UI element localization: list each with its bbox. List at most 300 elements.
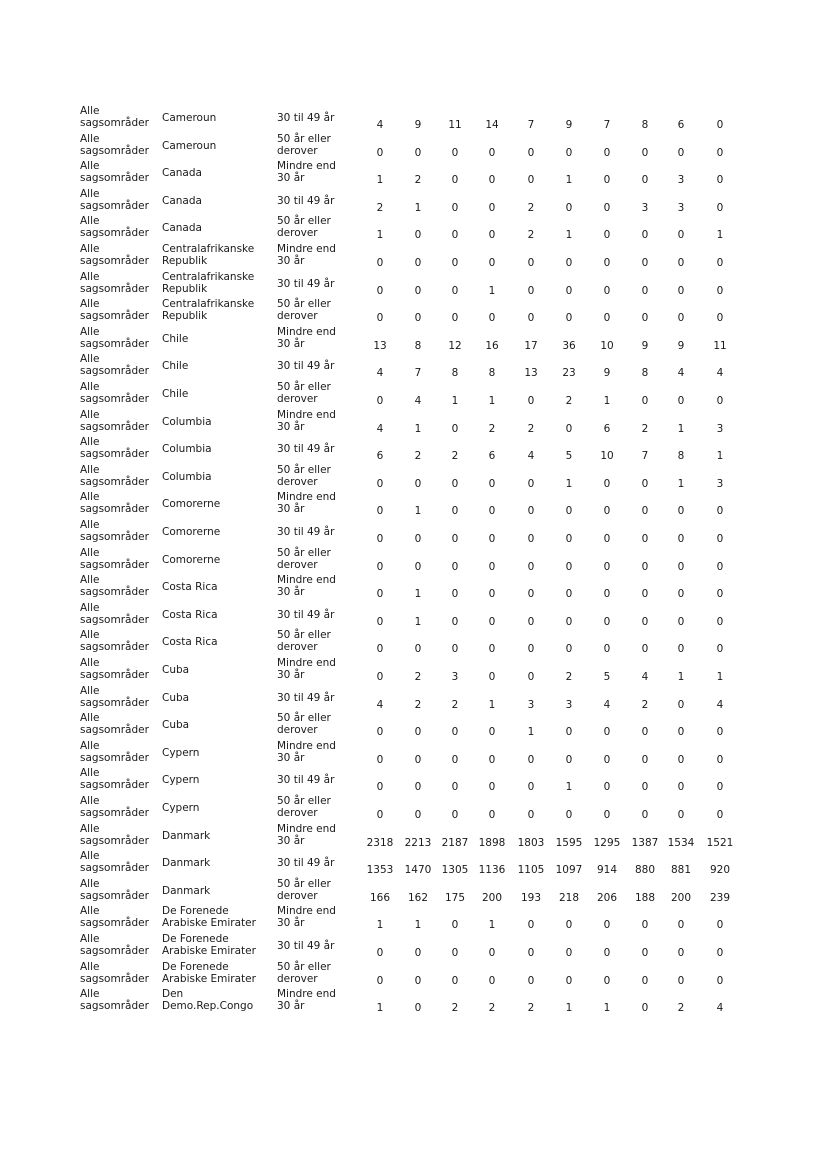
text-line: Cameroun (162, 112, 217, 124)
value-cell: 0 (677, 588, 685, 601)
table-row (0, 353, 828, 381)
text-line: Alle (80, 850, 100, 863)
value-cell: 0 (488, 174, 496, 187)
case-area-cell (80, 905, 149, 929)
value-cell: 1353 (366, 864, 394, 877)
table-row (0, 519, 828, 547)
value-cell: 0 (527, 257, 535, 269)
value-cell: 0 (414, 146, 422, 159)
text-line: 50 år eller (277, 132, 331, 145)
value-cell: 4 (716, 367, 724, 380)
value-cell: 0 (641, 809, 649, 821)
value-cell: 1 (414, 422, 422, 435)
value-cell: 0 (565, 809, 573, 821)
text-line: Comorerne (162, 526, 221, 538)
value-cell: 9 (414, 119, 422, 131)
value-cell: 1595 (555, 836, 583, 849)
text-line: Columbia (162, 415, 212, 428)
table-row (0, 657, 828, 685)
table-row (0, 602, 828, 630)
text-line: Danmark (162, 884, 211, 897)
text-line: Demo.Rep.Congo (162, 1000, 254, 1013)
value-cell: 1 (565, 229, 573, 242)
case-area-cell (80, 133, 149, 157)
country-cell (162, 692, 189, 704)
table-row (0, 850, 828, 878)
value-cell: 0 (603, 533, 611, 545)
text-line: Alle (80, 546, 100, 559)
value-cell: 1097 (555, 864, 583, 877)
value-cell: 0 (641, 919, 649, 932)
value-cell: 0 (603, 588, 611, 601)
value-cell: 1 (376, 919, 384, 932)
value-cell: 1 (376, 174, 384, 187)
case-area-cell (80, 657, 149, 681)
age-group-cell (277, 526, 334, 538)
text-line: 30 til 49 år (277, 194, 335, 207)
value-cell: 0 (451, 588, 459, 601)
value-cell: 0 (488, 146, 496, 159)
value-cell: 0 (488, 257, 496, 269)
table-row (0, 988, 828, 1016)
text-line: Mindre end (277, 160, 336, 173)
value-cell: 5 (565, 450, 573, 463)
text-line: derover (277, 724, 318, 737)
country-cell (162, 774, 199, 786)
value-cell: 1 (677, 671, 685, 683)
value-cell: 0 (527, 588, 535, 601)
value-cell: 0 (716, 533, 724, 545)
text-line: Arabiske Emirater (162, 972, 256, 985)
text-line: sagsområder (80, 144, 149, 157)
text-line: sagsområder (80, 1000, 149, 1013)
value-cell: 0 (641, 781, 649, 794)
value-cell: 1 (527, 726, 535, 739)
text-line: 30 år (277, 172, 305, 185)
value-cell: 200 (481, 891, 503, 904)
value-cell: 0 (641, 533, 649, 545)
value-cell: 1 (414, 615, 422, 628)
value-cell: 0 (451, 809, 459, 821)
text-line: Republik (162, 282, 208, 295)
value-cell: 1 (414, 505, 422, 518)
value-cell: 8 (641, 119, 649, 131)
value-cell: 0 (527, 395, 535, 407)
value-cell: 0 (641, 146, 649, 159)
case-area-cell (80, 685, 149, 709)
table-row (0, 547, 828, 575)
text-line: Mindre end (277, 739, 336, 752)
country-cell (162, 243, 254, 267)
text-line: 30 til 49 år (277, 360, 335, 373)
value-cell: 2213 (404, 836, 432, 849)
value-cell: 2 (451, 698, 459, 711)
value-cell: 4 (677, 367, 685, 380)
text-line: 30 år (277, 751, 305, 764)
text-line: 30 år (277, 503, 305, 516)
value-cell: 1105 (517, 864, 545, 877)
text-line: Chile (162, 360, 189, 373)
text-line: Comorerne (162, 498, 221, 511)
value-cell: 0 (527, 781, 535, 794)
value-cell: 1 (716, 229, 724, 242)
value-cell: 0 (641, 229, 649, 242)
value-cell: 0 (527, 809, 535, 821)
value-cell: 1 (414, 201, 422, 214)
value-cell: 218 (558, 891, 580, 904)
value-cell: 0 (414, 809, 422, 821)
age-group-cell (277, 988, 336, 1012)
case-area-cell (80, 602, 149, 626)
country-cell (162, 988, 253, 1012)
case-area-cell (80, 298, 149, 322)
value-cell: 0 (414, 284, 422, 297)
text-line: sagsområder (80, 889, 149, 902)
value-cell: 7 (527, 119, 535, 131)
value-cell: 0 (603, 726, 611, 739)
text-line: sagsområder (80, 475, 149, 488)
text-line: Alle (80, 684, 100, 697)
value-cell: 11 (713, 339, 727, 352)
text-line: sagsområder (80, 641, 149, 654)
value-cell: 0 (376, 146, 384, 159)
text-line: Alle (80, 463, 100, 476)
text-line: 30 til 49 år (277, 940, 335, 952)
value-cell: 0 (641, 753, 649, 766)
age-group-cell (277, 940, 334, 952)
age-group-cell (277, 243, 336, 267)
value-cell: 0 (376, 947, 384, 959)
value-cell: 8 (677, 450, 685, 463)
age-group-cell (277, 692, 334, 704)
text-line: Columbia (162, 470, 212, 483)
text-line: Alle (80, 905, 100, 918)
table-row (0, 298, 828, 326)
age-group-cell (277, 547, 331, 571)
value-cell: 2318 (366, 836, 394, 849)
value-cell: 0 (414, 974, 422, 987)
value-cell: 0 (716, 119, 724, 131)
value-cell: 16 (485, 339, 499, 352)
value-cell: 0 (641, 947, 649, 959)
value-cell: 0 (716, 726, 724, 739)
country-cell (162, 857, 210, 869)
country-cell (162, 636, 218, 648)
value-cell: 0 (488, 947, 496, 959)
country-cell (162, 498, 220, 510)
text-line: Alle (80, 601, 100, 614)
text-line: derover (277, 972, 318, 985)
age-group-cell (277, 215, 331, 239)
value-cell: 0 (565, 726, 573, 739)
text-line: derover (277, 558, 318, 571)
value-cell: 1470 (404, 864, 432, 877)
value-cell: 0 (527, 533, 535, 545)
value-cell: 188 (634, 891, 656, 904)
value-cell: 1 (565, 1002, 573, 1015)
age-group-cell (277, 409, 336, 433)
value-cell: 0 (527, 560, 535, 573)
value-cell: 0 (641, 284, 649, 297)
text-line: 30 til 49 år (277, 112, 335, 124)
value-cell: 0 (527, 505, 535, 518)
country-cell (162, 388, 188, 400)
value-cell: 0 (677, 533, 685, 545)
value-cell: 0 (414, 560, 422, 573)
value-cell: 0 (376, 726, 384, 739)
value-cell: 10 (600, 450, 614, 463)
age-group-cell (277, 491, 336, 515)
text-line: Mindre end (277, 408, 336, 421)
text-line: sagsområder (80, 310, 149, 323)
value-cell: 0 (603, 284, 611, 297)
value-cell: 0 (641, 174, 649, 187)
value-cell: 0 (677, 505, 685, 518)
value-cell: 0 (527, 974, 535, 987)
value-cell: 0 (527, 312, 535, 325)
text-line: Mindre end (277, 243, 336, 255)
value-cell: 0 (716, 809, 724, 821)
case-area-cell (80, 823, 149, 847)
value-cell: 1 (677, 477, 685, 490)
value-cell: 0 (716, 174, 724, 187)
value-cell: 0 (376, 560, 384, 573)
country-cell (162, 526, 220, 538)
text-line: Alle (80, 408, 100, 421)
text-line: 30 år (277, 337, 305, 350)
value-cell: 0 (677, 781, 685, 794)
age-group-cell (277, 629, 331, 653)
table-row (0, 878, 828, 906)
value-cell: 1 (376, 229, 384, 242)
text-line: Canada (162, 222, 202, 235)
text-line: De Forenede (162, 933, 229, 945)
text-line: derover (277, 889, 318, 902)
text-line: Alle (80, 215, 100, 228)
value-cell: 0 (603, 947, 611, 959)
value-cell: 2 (414, 698, 422, 711)
case-area-cell (80, 160, 149, 184)
text-line: Canada (162, 167, 202, 180)
table-row (0, 326, 828, 354)
value-cell: 3 (641, 201, 649, 214)
case-area-cell (80, 271, 149, 295)
table-row (0, 436, 828, 464)
value-cell: 193 (520, 891, 542, 904)
value-cell: 0 (641, 477, 649, 490)
value-cell: 0 (716, 753, 724, 766)
value-cell: 0 (565, 919, 573, 932)
value-cell: 1 (716, 450, 724, 463)
value-cell: 2 (677, 1002, 685, 1015)
text-line: sagsområder (80, 779, 149, 792)
text-line: 30 til 49 år (277, 691, 335, 704)
text-line: Chile (162, 388, 189, 400)
text-line: De Forenede (162, 960, 229, 973)
value-cell: 0 (565, 974, 573, 987)
text-line: sagsområder (80, 917, 149, 930)
value-cell: 0 (451, 533, 459, 545)
text-line: Cypern (162, 746, 200, 759)
value-cell: 4 (376, 422, 384, 435)
value-cell: 0 (451, 643, 459, 656)
value-cell: 0 (677, 560, 685, 573)
value-cell: 0 (603, 781, 611, 794)
value-cell: 0 (716, 560, 724, 573)
table-row (0, 823, 828, 851)
value-cell: 0 (677, 726, 685, 739)
age-group-cell (277, 278, 334, 290)
value-cell: 0 (565, 560, 573, 573)
value-cell: 2 (527, 1002, 535, 1015)
text-line: Alle (80, 270, 100, 283)
age-group-cell (277, 326, 336, 350)
age-group-cell (277, 878, 331, 902)
value-cell: 4 (376, 119, 384, 131)
value-cell: 0 (641, 560, 649, 573)
value-cell: 0 (488, 229, 496, 242)
value-cell: 0 (677, 753, 685, 766)
text-line: Costa Rica (162, 636, 218, 649)
value-cell: 0 (677, 974, 685, 987)
country-cell (162, 747, 199, 759)
value-cell: 0 (376, 257, 384, 269)
text-line: Comorerne (162, 553, 221, 566)
value-cell: 4 (641, 671, 649, 683)
value-cell: 0 (716, 505, 724, 518)
text-line: 30 år (277, 669, 305, 681)
value-cell: 8 (641, 367, 649, 380)
country-cell (162, 298, 254, 322)
age-group-cell (277, 740, 336, 764)
value-cell: 0 (716, 146, 724, 159)
case-area-cell (80, 629, 149, 653)
value-cell: 9 (641, 339, 649, 352)
value-cell: 11 (448, 119, 462, 131)
value-cell: 0 (565, 753, 573, 766)
value-cell: 0 (527, 284, 535, 297)
value-cell: 0 (527, 146, 535, 159)
country-cell (162, 961, 256, 985)
value-cell: 0 (376, 809, 384, 821)
value-cell: 0 (565, 422, 573, 435)
text-line: sagsområder (80, 945, 149, 957)
value-cell: 2 (488, 1002, 496, 1015)
value-cell: 3 (716, 477, 724, 490)
age-group-cell (277, 857, 334, 869)
text-line: sagsområder (80, 337, 149, 350)
text-line: 30 år (277, 834, 305, 847)
value-cell: 1 (603, 1002, 611, 1015)
age-group-cell (277, 795, 331, 819)
value-cell: 0 (565, 284, 573, 297)
text-line: De Forenede (162, 905, 229, 918)
text-line: derover (277, 807, 318, 819)
value-cell: 0 (603, 477, 611, 490)
age-group-cell (277, 381, 331, 405)
table-row (0, 188, 828, 216)
value-cell: 0 (565, 257, 573, 269)
text-line: sagsområder (80, 696, 149, 709)
value-cell: 1305 (441, 864, 469, 877)
value-cell: 23 (562, 367, 576, 380)
value-cell: 0 (716, 201, 724, 214)
text-line: sagsområder (80, 669, 149, 681)
text-line: Costa Rica (162, 581, 218, 594)
value-cell: 0 (603, 201, 611, 214)
case-area-cell (80, 464, 149, 488)
value-cell: 1898 (478, 836, 506, 849)
case-area-cell (80, 188, 149, 212)
value-cell: 0 (603, 809, 611, 821)
text-line: Mindre end (277, 574, 336, 587)
value-cell: 4 (716, 1002, 724, 1015)
value-cell: 1136 (478, 864, 506, 877)
value-cell: 0 (565, 615, 573, 628)
value-cell: 914 (596, 864, 618, 877)
value-cell: 0 (603, 974, 611, 987)
country-cell (162, 416, 212, 428)
value-cell: 7 (414, 367, 422, 380)
value-cell: 0 (716, 947, 724, 959)
text-line: sagsområder (80, 558, 149, 571)
value-cell: 0 (641, 505, 649, 518)
age-group-cell (277, 195, 334, 207)
table-row (0, 243, 828, 271)
text-line: sagsområder (80, 834, 149, 847)
value-cell: 0 (565, 201, 573, 214)
age-group-cell (277, 160, 336, 184)
text-line: 50 år eller (277, 629, 331, 642)
value-cell: 0 (716, 588, 724, 601)
text-line: Alle (80, 436, 100, 449)
value-cell: 0 (488, 781, 496, 794)
value-cell: 1 (565, 174, 573, 187)
text-line: 30 til 49 år (277, 526, 335, 538)
value-cell: 0 (414, 726, 422, 739)
age-group-cell (277, 774, 334, 786)
text-line: 30 til 49 år (277, 277, 335, 290)
value-cell: 0 (603, 146, 611, 159)
text-line: 30 år (277, 586, 305, 599)
text-line: sagsområder (80, 586, 149, 599)
text-line: Chile (162, 332, 189, 345)
case-area-cell (80, 712, 149, 736)
value-cell: 0 (527, 615, 535, 628)
value-cell: 0 (451, 753, 459, 766)
value-cell: 0 (488, 726, 496, 739)
text-line: Alle (80, 822, 100, 835)
value-cell: 4 (376, 698, 384, 711)
text-line: Alle (80, 243, 100, 255)
value-cell: 12 (448, 339, 462, 352)
value-cell: 2 (565, 671, 573, 683)
text-line: 50 år eller (277, 877, 331, 890)
text-line: Alle (80, 298, 100, 311)
value-cell: 0 (565, 505, 573, 518)
country-cell (162, 112, 216, 124)
case-area-cell (80, 767, 149, 791)
text-line: derover (277, 227, 318, 240)
table-row (0, 381, 828, 409)
table-row (0, 271, 828, 299)
value-cell: 4 (527, 450, 535, 463)
value-cell: 0 (677, 229, 685, 242)
text-line: Alle (80, 712, 100, 725)
value-cell: 0 (565, 312, 573, 325)
case-area-cell (80, 519, 149, 543)
case-area-cell (80, 740, 149, 764)
